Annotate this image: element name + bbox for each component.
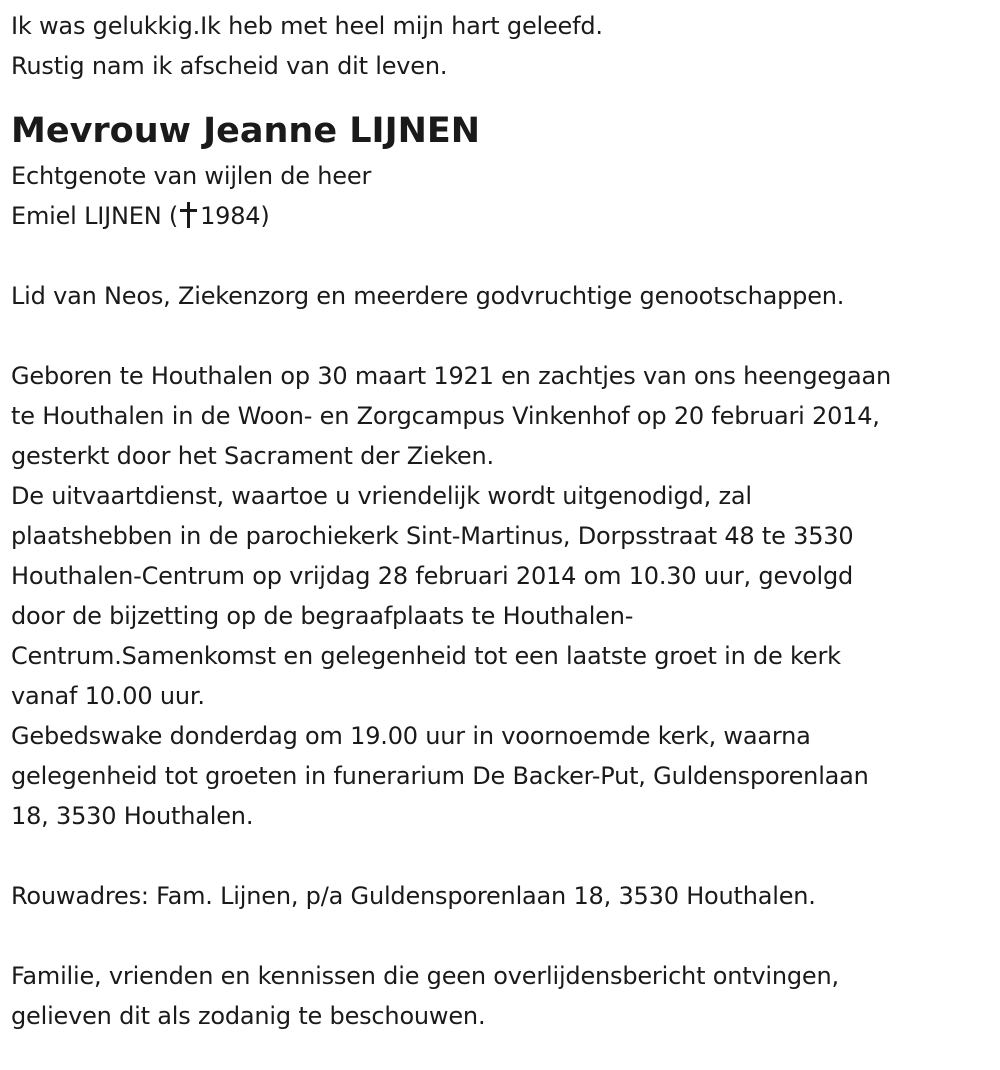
body-line: Gebedswake donderdag om 19.00 uur in voornoemde kerk, waarna: [11, 722, 811, 750]
body-line: gelegenheid tot groeten in funerarium De Backer-Put, Guldensporenlaan: [11, 762, 869, 790]
spacer: [11, 236, 996, 276]
body-line: gesterkt door het Sacrament der Zieken.: [11, 442, 494, 470]
spouse-death-year: 1984): [200, 202, 270, 230]
body-line: vanaf 10.00 uur.: [11, 682, 205, 710]
body-line: Houthalen-Centrum op vrijdag 28 februari 2014 om 10.30 uur, gevolgd: [11, 562, 854, 590]
body-line: te Houthalen in de Woon- en Zorgcampus Vinkenhof op 20 februari 2014,: [11, 402, 880, 430]
spouse-line-2: [11, 196, 996, 236]
body-line: 18, 3530 Houthalen.: [11, 802, 254, 830]
membership: Lid van Neos, Ziekenzorg en meerdere godvruchtige genootschappen.: [11, 282, 845, 310]
spacer: [11, 316, 996, 356]
body-line: Geboren te Houthalen op 30 maart 1921 en zachtjes van ons heengegaan: [11, 362, 891, 390]
closing-line-1: Familie, vrienden en kennissen die geen overlijdensbericht ontvingen,: [11, 962, 839, 990]
motto-line-2: Rustig nam ik afscheid van dit leven.: [11, 52, 448, 80]
mourning-address: Rouwadres: Fam. Lijnen, p/a Guldensporenlaan 18, 3530 Houthalen.: [11, 882, 816, 910]
spacer: [11, 836, 996, 876]
body-line: Centrum.Samenkomst en gelegenheid tot een laatste groet in de kerk: [11, 642, 841, 670]
body-line: De uitvaartdienst, waartoe u vriendelijk wordt uitgenodigd, zal: [11, 482, 752, 510]
spouse-name: Emiel LIJNEN (: [11, 202, 179, 230]
spacer: [11, 916, 996, 956]
closing-line-2: gelieven dit als zodanig te beschouwen.: [11, 1002, 486, 1030]
body-line: plaatshebben in de parochiekerk Sint-Martinus, Dorpsstraat 48 te 3530: [11, 522, 854, 550]
obituary-notice: [11, 6, 996, 1036]
deceased-name: Mevrouw Jeanne LIJNEN: [11, 111, 481, 151]
spouse-line-1: Echtgenote van wijlen de heer: [11, 162, 372, 190]
cross-icon: [180, 202, 197, 228]
body-line: door de bijzetting op de begraafplaats te Houthalen-: [11, 602, 634, 630]
motto-line-1: Ik was gelukkig.Ik heb met heel mijn hart geleefd.: [11, 12, 603, 40]
